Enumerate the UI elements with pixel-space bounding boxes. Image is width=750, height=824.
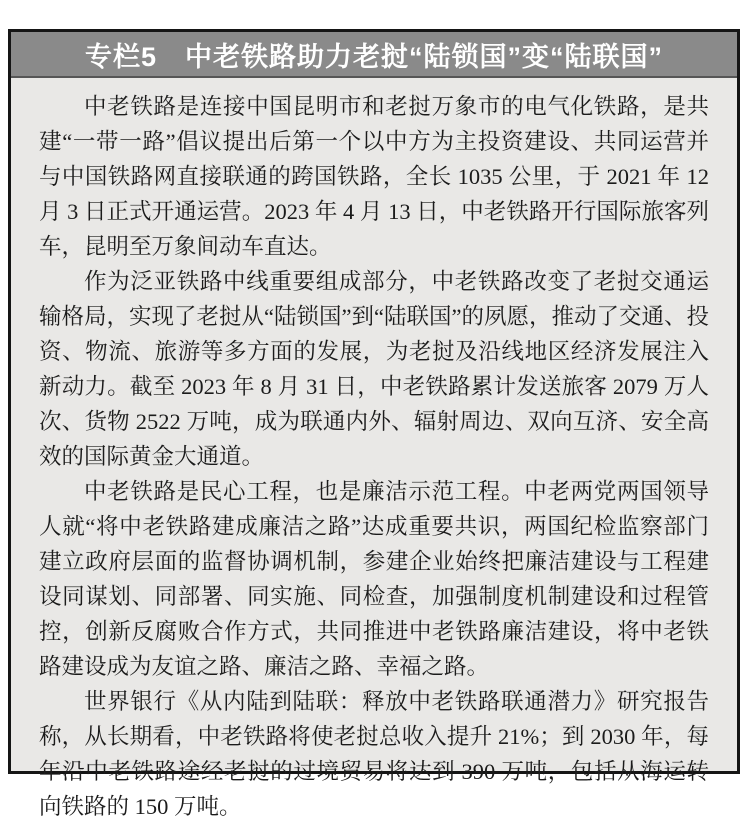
feature-box-body [11, 78, 737, 824]
feature-box [8, 29, 740, 819]
box-number-label: 专栏5 [84, 41, 158, 72]
feature-box-header [11, 32, 737, 78]
paragraph-transport-impact: 作为泛亚铁路中线重要组成部分，中老铁路改变了老挝交通运输格局，实现了老挝从“陆锁国”到“陆联国”的夙愿，推动了交通、投资、物流、旅游等多方面的发展，为老挝及沿线地区经济发展注入新动力。截至 2023 年 8 月 31 日，中老铁路累计发送旅客 2079 万人次、货物 2522 万吨，成为联通内外、辐射周边、双向互济、安全高效的国际黄金大通道。 [39, 269, 709, 469]
box-title: 中老铁路助力老挝“陆锁国”变“陆联国” [185, 41, 664, 72]
paragraph-integrity-project: 中老铁路是民心工程，也是廉洁示范工程。中老两党两国领导人就“将中老铁路建成廉洁之路”达成重要共识，两国纪检监察部门建立政府层面的监督协调机制，参建企业始终把廉洁建设与工程建设同谋划、同部署、同实施、同检查，加强制度机制建设和过程管控，创新反腐败合作方式，共同推进中老铁路廉洁建设，将中老铁路建设成为友谊之路、廉洁之路、幸福之路。 [39, 479, 709, 679]
paragraph-world-bank-report: 世界银行《从内陆到陆联：释放中老铁路联通潜力》研究报告称，从长期看，中老铁路将使老挝总收入提升 21%；到 2030 年，每年沿中老铁路途经老挝的过境贸易将达到 390 万吨，包括从海运转向铁路的 150 万吨。 [39, 689, 709, 819]
paragraph-railway-overview: 中老铁路是连接中国昆明市和老挝万象市的电气化铁路，是共建“一带一路”倡议提出后第一个以中方为主投资建设、共同运营并与中国铁路网直接联通的跨国铁路，全长 1035 公里，于 2021 年 12 月 3 日正式开通运营。2023 年 4 月 13 日，中老铁路开行国际旅客列车，昆明至万象间动车直达。 [39, 94, 709, 259]
